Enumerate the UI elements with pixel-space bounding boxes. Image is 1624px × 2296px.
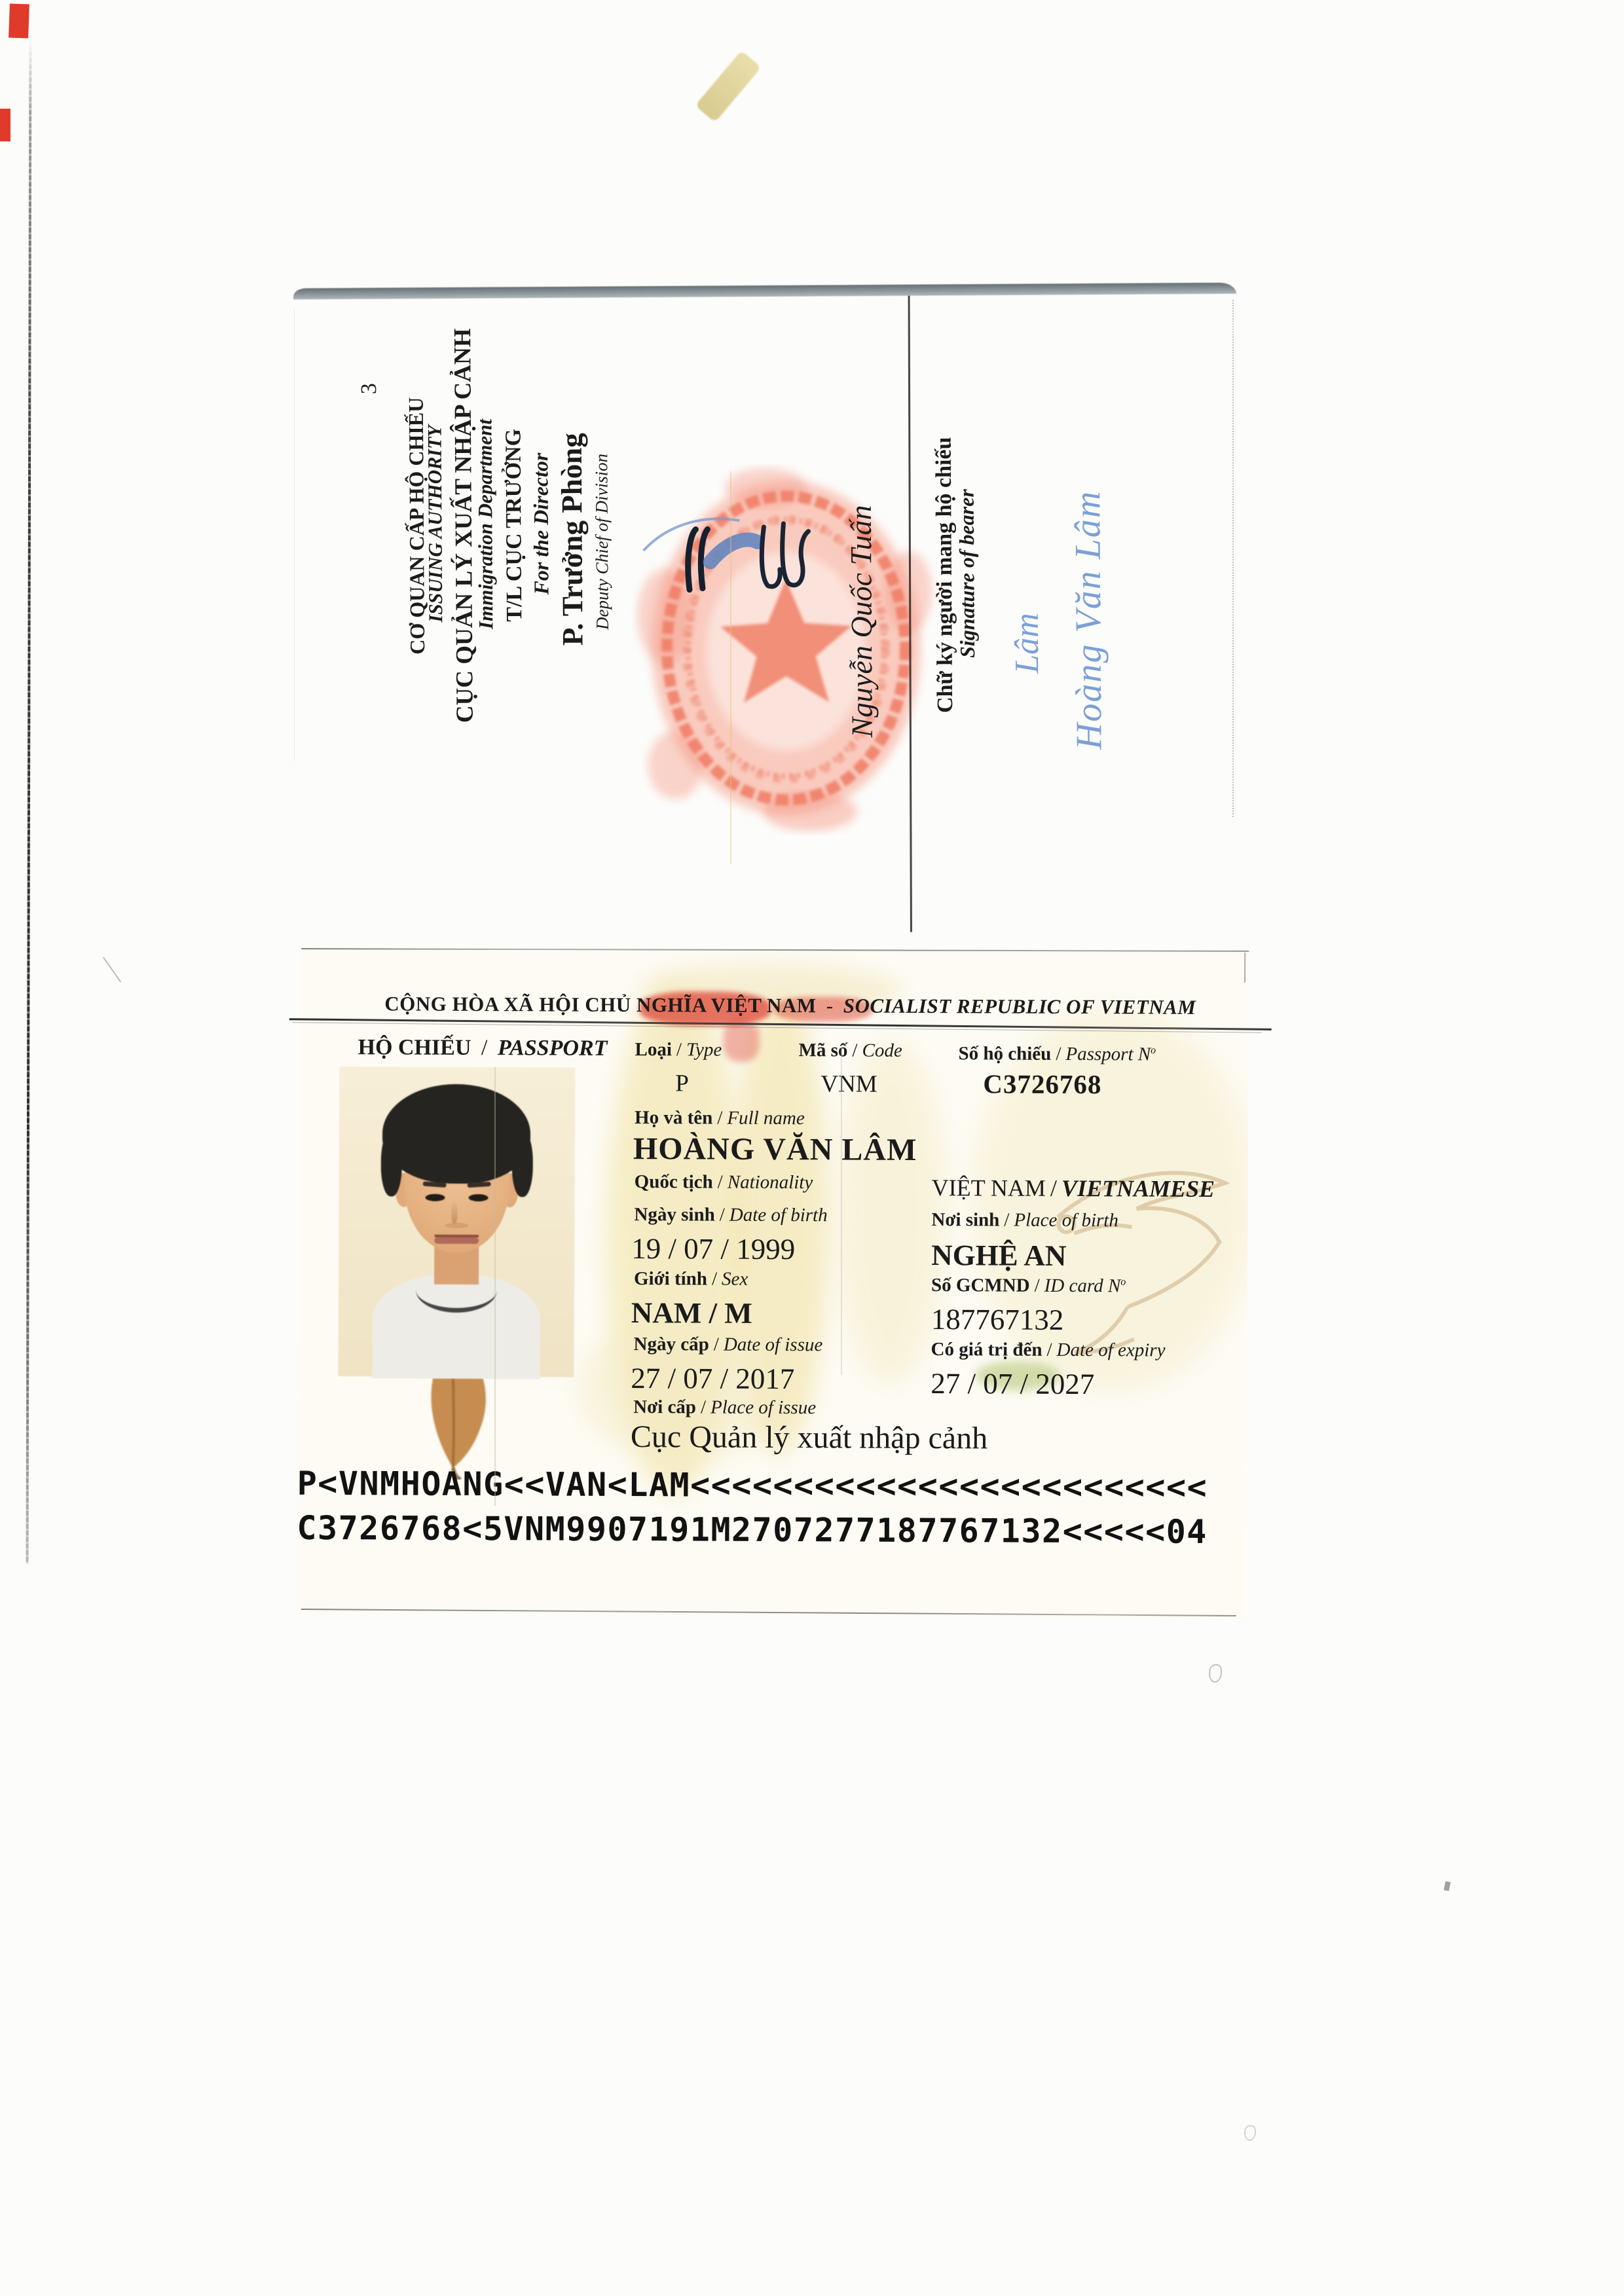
red-ink-smudge xyxy=(723,1019,759,1062)
photo-hair-side xyxy=(381,1131,402,1196)
mrz-line-2: C3726768<5VNM9907191M2707277187767132<<<<<04 xyxy=(297,1508,1208,1551)
scanner-streak xyxy=(730,471,731,864)
passport-number-value: C3726768 xyxy=(983,1068,1102,1100)
photo-eye xyxy=(426,1194,445,1201)
for-the-director-en: For the Director xyxy=(528,452,553,595)
passport-title: HỘ CHIẾU / PASSPORT xyxy=(358,1035,608,1061)
scanner-streak xyxy=(841,1048,842,1375)
dob-label: Ngày sinh / Date of birth xyxy=(634,1204,828,1226)
id-card-value: 187767132 xyxy=(931,1303,1064,1336)
sex-value: NAM / M xyxy=(631,1296,752,1330)
signer-name: Nguyễn Quốc Tuấn xyxy=(843,505,879,738)
type-value: P xyxy=(675,1070,689,1097)
country-header-en: SOCIALIST REPUBLIC OF VIETNAM xyxy=(843,994,1196,1019)
bearer-photo xyxy=(338,1066,575,1377)
photo-nose xyxy=(451,1201,457,1224)
code-label: Mã số / Code xyxy=(798,1040,902,1061)
place-of-issue-label: Nơi cấp / Place of issue xyxy=(633,1396,817,1419)
dob-value: 19 / 07 / 1999 xyxy=(631,1232,796,1266)
pob-value: NGHỆ AN xyxy=(931,1239,1067,1272)
nationality-value: VIỆT NAM / VIETNAMESE xyxy=(931,1175,1215,1202)
date-of-expiry-label: Có giá trị đến / Date of expiry xyxy=(931,1339,1166,1361)
code-value: VNM xyxy=(821,1070,877,1098)
deputy-title-en: Deputy Chief of Division xyxy=(591,453,612,630)
full-name-value: HOÀNG VĂN LÂM xyxy=(633,1131,917,1167)
date-of-issue-value: 27 / 07 / 2017 xyxy=(631,1362,795,1396)
mrz-line-1: P<VNMHOANG<<VAN<LAM<<<<<<<<<<<<<<<<<<<<<<<<< xyxy=(297,1464,1208,1506)
immigration-department-en: Immigration Department xyxy=(473,418,498,630)
sex-label: Giới tính / Sex xyxy=(633,1268,748,1290)
date-of-expiry-value: 27 / 07 / 2027 xyxy=(931,1367,1095,1401)
page-number: 3 xyxy=(357,383,382,395)
bearer-handwritten-signature-short: Lâm xyxy=(1008,613,1046,674)
passport-number-label: Số hộ chiếu / Passport $N^o$ xyxy=(958,1043,1156,1065)
immigration-department-vi: CỤC QUẢN LÝ XUẤT NHẬP CẢNH xyxy=(449,328,479,723)
scanner-streak xyxy=(494,1067,496,1506)
deputy-title-vi: P. Trưởng Phòng xyxy=(555,433,589,646)
full-name-label: Họ và tên / Full name xyxy=(635,1107,805,1129)
type-label: Loại / Type xyxy=(635,1039,722,1061)
for-the-director-vi: T/L CỤC TRƯỞNG xyxy=(501,428,527,622)
data-page-right-edge xyxy=(1244,953,1246,983)
photo-hair-side xyxy=(512,1131,533,1197)
pob-label: Nơi sinh / Place of birth xyxy=(931,1209,1118,1231)
date-of-issue-label: Ngày cấp / Date of issue xyxy=(633,1334,823,1356)
nationality-label: Quốc tịch / Nationality xyxy=(634,1171,813,1194)
place-of-issue-value: Cục Quản lý xuất nhập cảnh xyxy=(630,1419,988,1456)
bearer-handwritten-signature-full: Hoàng Văn Lâm xyxy=(1067,490,1110,750)
country-header: CỘNG HÒA XÃ HỘI CHỦ NGHĨA VIỆT NAM - SOCIALIST REPUBLIC OF VIETNAM xyxy=(384,992,1196,1019)
bearer-signature-label-en: Signature of bearer xyxy=(954,489,980,659)
id-card-label: Số GCMND / ID card $N^o$ xyxy=(931,1275,1126,1297)
photo-lip xyxy=(434,1237,479,1244)
bearer-signature-label-vi: Chữ ký người mang hộ chiếu xyxy=(931,437,958,714)
country-header-vi: CỘNG HÒA XÃ HỘI CHỦ NGHĨA VIỆT NAM xyxy=(384,992,817,1017)
issuing-authority-en: ISSUING AUTHORITY xyxy=(424,425,447,623)
photo-eye xyxy=(469,1194,489,1201)
issuing-authority-vi: CƠ QUAN CẤP HỘ CHIẾU xyxy=(403,397,430,655)
photo-nose-shadow xyxy=(445,1223,468,1228)
